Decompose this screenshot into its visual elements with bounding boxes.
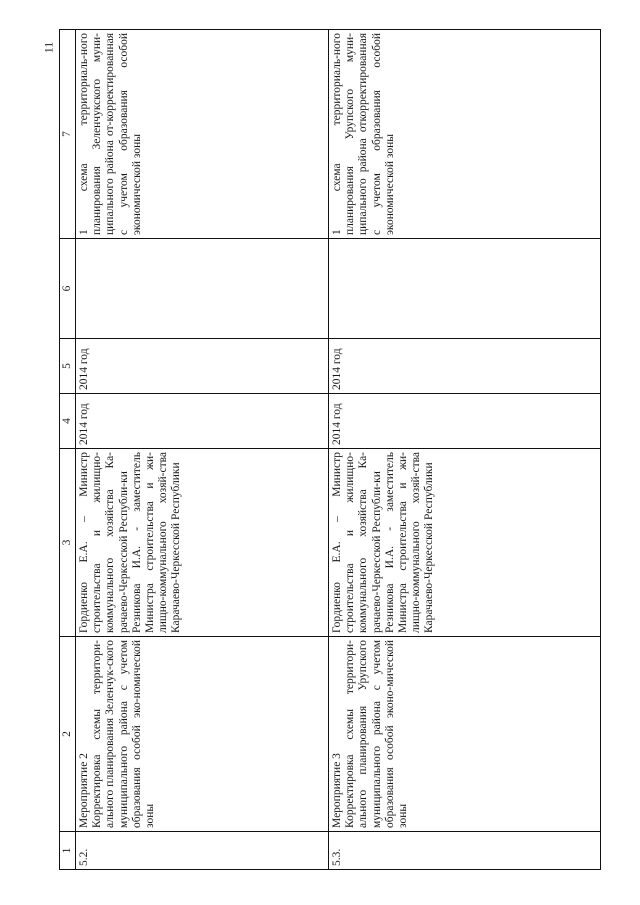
header-cell-2: 2 bbox=[60, 637, 76, 832]
start-date: 2014 год bbox=[329, 394, 601, 449]
responsible-persons bbox=[76, 449, 329, 637]
column-6-cell bbox=[329, 239, 601, 339]
responsible-deputy: Резникова И.А. - заместитель Министра строительства и жи-лищно-коммунального хозяй-ства Карачаево-Черкесской Республики bbox=[130, 452, 183, 633]
event-description: Мероприятие 2 Корректировка схемы территори-ального планирования Зеленчук-ского муниципального района с учетом образования особой эко-номической зоны bbox=[76, 637, 329, 832]
header-cell-3: 3 bbox=[60, 449, 76, 637]
end-date: 2014 год bbox=[76, 339, 329, 394]
header-row bbox=[60, 30, 76, 870]
rotated-table-container bbox=[59, 30, 600, 870]
responsible-minister: Гордиенко Е.А. – Министр строительства и жилищно-коммунального хозяйства Ка-рачаево-Черкесской Республи-ки bbox=[78, 452, 130, 633]
header-cell-1: 1 bbox=[60, 832, 76, 870]
page-number: 11 bbox=[41, 41, 56, 54]
table-row bbox=[329, 30, 601, 870]
table-row bbox=[76, 30, 329, 870]
header-cell-7: 7 bbox=[60, 30, 76, 239]
header-cell-4: 4 bbox=[60, 394, 76, 449]
responsible-minister: Гордиенко Е.А. – Министр строительства и жилищно-коммунального хозяйства Ка-рачаево-Черкесской Республи-ки bbox=[331, 452, 383, 633]
start-date: 2014 год bbox=[76, 394, 329, 449]
expected-result: 1 схема территориаль-ного планирования Урупского муни-ципального района откорректированная с учетом образования особой экономической зоны bbox=[329, 30, 601, 239]
responsible-deputy: Резникова И.А. - заместитель Министра строительства и жи-лищно-коммунального хозяй-ства Карачаево-Черкесской Республики bbox=[383, 452, 436, 633]
column-6-cell bbox=[76, 239, 329, 339]
header-cell-6: 6 bbox=[60, 239, 76, 339]
document-table-wrapper bbox=[59, 30, 600, 870]
row-number: 5.3. bbox=[329, 832, 601, 870]
event-description: Мероприятие 3 Корректировка схемы территори-ального планирования Урупского муниципального района с учетом образования особой эконо-мической зоны bbox=[329, 637, 601, 832]
action-plan-table bbox=[59, 29, 601, 870]
responsible-persons bbox=[329, 449, 601, 637]
row-number: 5.2. bbox=[76, 832, 329, 870]
end-date: 2014 год bbox=[329, 339, 601, 394]
expected-result: 1 схема территориаль-ного планирования Зеленчукского муни-ципального района от-корректированная с учетом образования особой экономической зоны bbox=[76, 30, 329, 239]
header-cell-5: 5 bbox=[60, 339, 76, 394]
